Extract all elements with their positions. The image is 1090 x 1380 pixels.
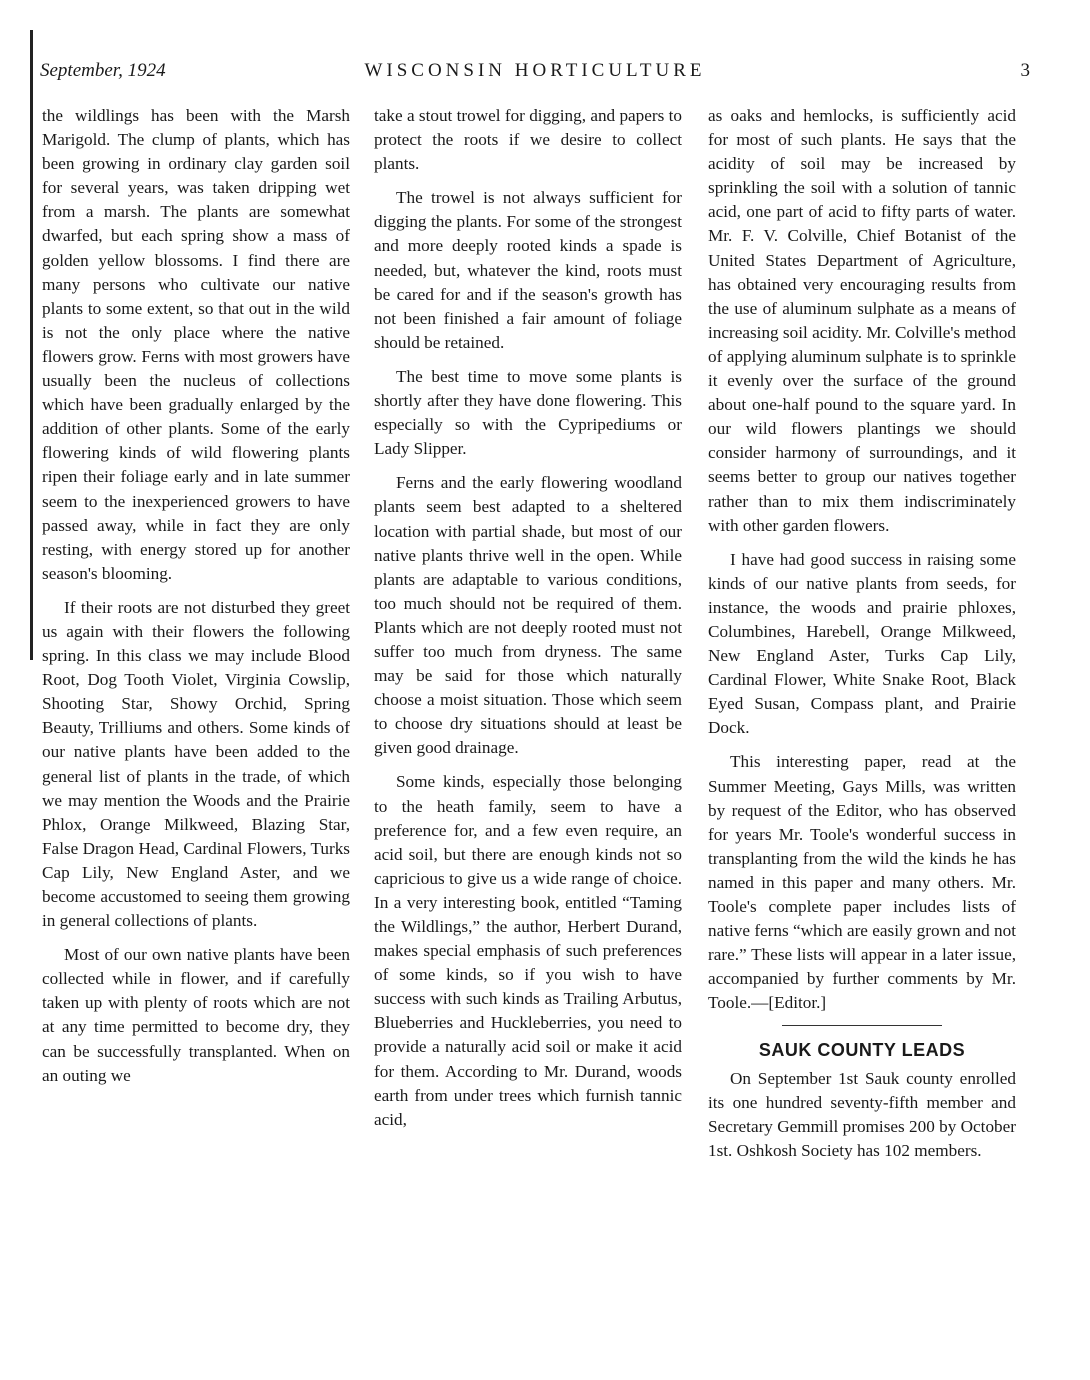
paragraph: The best time to move some plants is shortly after they have done flowering. This especially so with the Cypripediums or Lady Slipper.: [374, 366, 682, 459]
text-column-middle: [374, 104, 682, 1142]
running-header: [40, 60, 1030, 88]
section-heading: SAUK COUNTY LEADS: [758, 1040, 966, 1061]
text-column-left: [42, 104, 350, 1098]
paragraph: If their roots are not disturbed they greet us again with their flowers the following spring. In this class we may include Blood Root, Dog Tooth Violet, Virginia Cowslip, Shooting Star, Showy Orchid, Spring Beauty, Trilliums and others. Some kinds of our native plants have been added to the general list of plants in the trade, of which we may mention the Woods and the Prairie Phlox, Orange Milkweed, Blazing Star, False Dragon Head, Cardinal Flowers, Turks Cap Lily, New England Aster, and we become accustomed to seeing them growing in general collections of plants.: [42, 597, 350, 931]
issue-date: September, 1924: [40, 60, 166, 81]
paragraph: I have had good success in raising some kinds of our native plants from seeds, for instance, the woods and prairie phloxes, Columbines, Harebell, Orange Milkweed, New England Aster, Turks Cap Lily, Cardinal Flower, White Snake Root, Black Eyed Susan, Compass plant, and Prairie Dock.: [708, 549, 1016, 738]
paragraph: Ferns and the early flowering woodland plants seem best adapted to a sheltered location with partial shade, but most of our native plants thrive well in the open. While plants are adaptable to various conditions, too much should not be required of them. Plants which are not deeply rooted must not suffer too much from dryness. The same may be said for those which naturally choose a moist situation. Those which seem to choose dry situations should at least be given good drainage.: [374, 473, 682, 758]
section-divider: [782, 1025, 942, 1026]
page-number: 3: [1020, 60, 1030, 81]
paragraph: The trowel is not always sufficient for digging the plants. For some of the strongest and more deeply rooted kinds a spade is needed, but, whatever the kind, roots must be cared for and if the season's growth has not been finished a fair amount of foliage should be retained.: [374, 188, 682, 352]
paragraph: Some kinds, especially those belonging to the heath family, seem to have a preference for, and a few even require, an acid soil, but there are enough kinds not so capricious to give us a wide range of choice. In a very interesting book, entitled “Taming the Wildlings,” the author, Herbert Durand, makes special emphasis of such preferences of some kinds, so if you wish to have success with such kinds as Trailing Arbutus, Blueberries and Huckleberries, you need to provide a naturally acid soil or make it acid for them. According to Mr. Durand, woods earth from under trees which furnish tannic acid,: [374, 772, 682, 1129]
paragraph: On September 1st Sauk county enrolled its one hundred seventy-fifth member and Secretary Gemmill promises 200 by October 1st. Oshkosh Society has 102 members.: [708, 1068, 1016, 1160]
text-column-right: [708, 104, 1016, 1173]
page-edge-rule: [30, 30, 33, 660]
paragraph: Most of our own native plants have been collected while in flower, and if carefully taken up with plenty of roots which are not at any time permitted to become dry, they can be successfully transplanted. When on an outing we: [42, 945, 350, 1085]
paragraph: take a stout trowel for digging, and papers to protect the roots if we desire to collect plants.: [374, 106, 682, 174]
editor-note: This interesting paper, read at the Summer Meeting, Gays Mills, was written by request of the Editor, who has observed for years Mr. Toole's wonderful success in transplanting from the wild the kinds he has named in this paper and many others. Mr. Toole's complete paper includes lists of native ferns “which are easily grown and not rare.” These lists will appear in a later issue, accompanied by further comments by Mr. Toole.—[Editor.]: [708, 752, 1016, 1013]
paragraph: the wildlings has been with the Marsh Marigold. The clump of plants, which has been growing in ordinary clay garden soil for several years, was taken dripping wet from a marsh. The plants are somewhat dwarfed, but each spring show a mass of golden yellow blossoms. I find there are many persons who cultivate our native plants to some extent, so that out in the wild is not the only place where the native flowers grow. Ferns with most growers have usually been the nucleus of collections which have been gradually enlarged by the addition of other plants. Some of the early flowering kinds of wild flowering plants ripen their foliage early and in late summer seem to the inexperienced growers to have passed away, while in fact they are only resting, with energy stored up for another season's blooming.: [42, 106, 350, 583]
paragraph: as oaks and hemlocks, is sufficiently acid for most of such plants. He says that the acidity of soil may be increased by sprinkling the soil with a solution of tannic acid, one part of acid to fifty parts of water. Mr. F. V. Colville, Chief Botanist of the United States Department of Agriculture, has obtained very encouraging results from the use of aluminum sulphate as a means of increasing soil acidity. Mr. Colville's method of applying aluminum sulphate is to sprinkle it evenly over the surface of the ground about one-half pound to the square yard. In our wild flowers plantings we should consider harmony of surroundings, and it seems better to group our natives together rather than to mix them indiscriminately with other garden flowers.: [708, 106, 1016, 535]
publication-title: WISCONSIN HORTICULTURE: [364, 60, 706, 81]
